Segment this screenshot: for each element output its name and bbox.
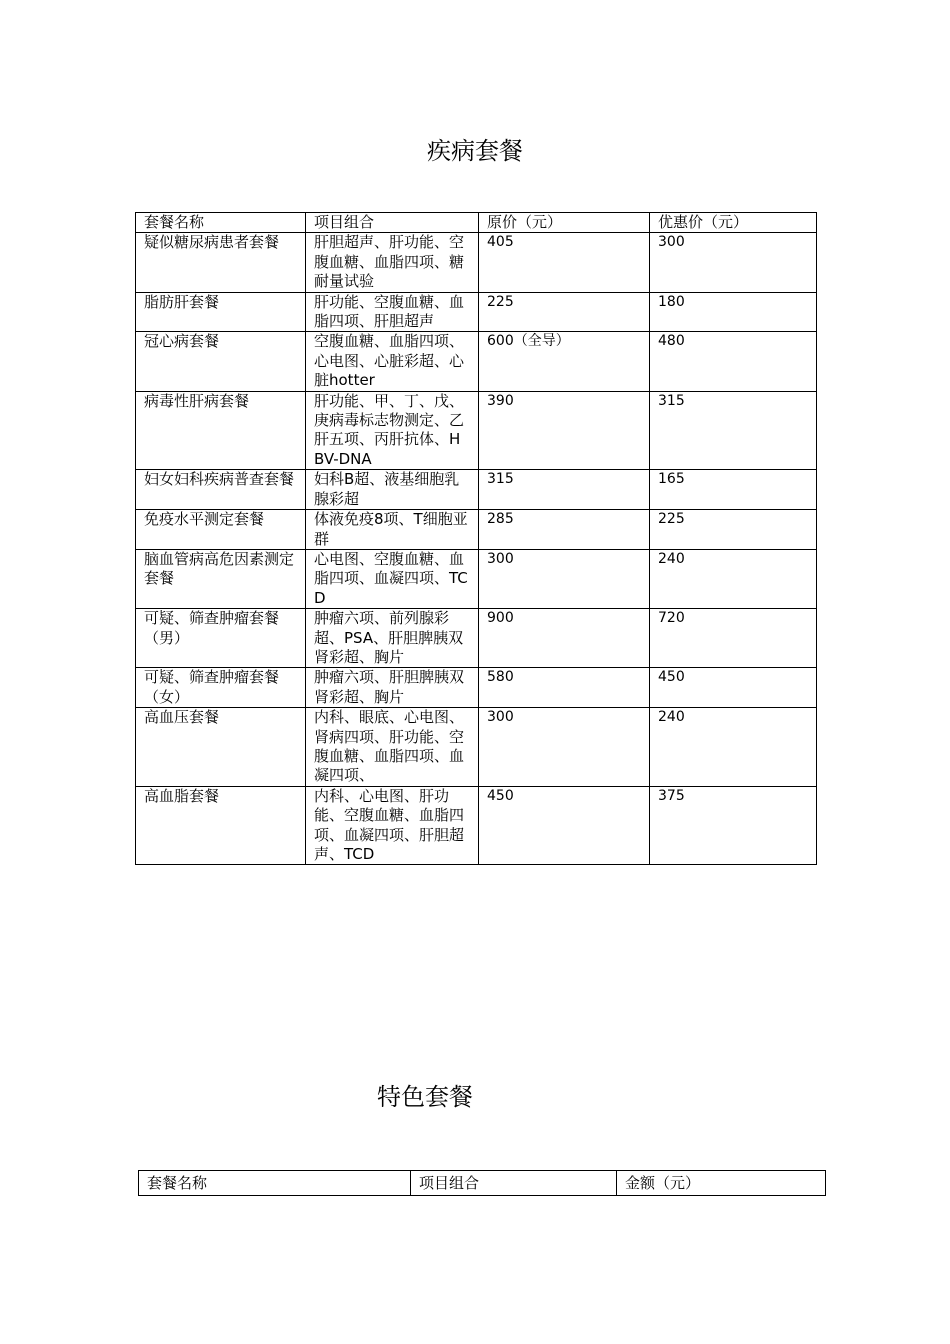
cell-package-name: 疑似糖尿病患者套餐 bbox=[136, 233, 306, 292]
cell-package-name: 妇女妇科疾病普查套餐 bbox=[136, 470, 306, 510]
table-row bbox=[136, 786, 817, 865]
cell-original-price: 225 bbox=[479, 292, 650, 332]
cell-original-price: 300 bbox=[479, 549, 650, 608]
cell-package-name: 脂肪肝套餐 bbox=[136, 292, 306, 332]
header-package-name: 套餐名称 bbox=[139, 1171, 411, 1196]
table-row bbox=[136, 549, 817, 608]
table-row bbox=[136, 292, 817, 332]
cell-package-name: 可疑、筛查肿瘤套餐（男） bbox=[136, 609, 306, 668]
cell-package-name: 免疫水平测定套餐 bbox=[136, 510, 306, 550]
cell-discount-price: 240 bbox=[650, 549, 817, 608]
cell-discount-price: 225 bbox=[650, 510, 817, 550]
cell-package-name: 可疑、筛查肿瘤套餐（女） bbox=[136, 668, 306, 708]
cell-discount-price: 165 bbox=[650, 470, 817, 510]
cell-original-price: 300 bbox=[479, 708, 650, 787]
cell-discount-price: 315 bbox=[650, 391, 817, 470]
cell-original-price: 405 bbox=[479, 233, 650, 292]
cell-package-name: 冠心病套餐 bbox=[136, 332, 306, 391]
cell-original-price: 450 bbox=[479, 786, 650, 865]
table-row bbox=[136, 470, 817, 510]
table-header-row bbox=[139, 1171, 826, 1196]
special-package-table bbox=[138, 1170, 826, 1196]
cell-items: 肿瘤六项、前列腺彩超、PSA、肝胆脾胰双肾彩超、胸片 bbox=[306, 609, 479, 668]
header-items: 项目组合 bbox=[306, 213, 479, 233]
header-amount: 金额（元） bbox=[617, 1171, 826, 1196]
disease-package-table bbox=[135, 212, 817, 865]
cell-items: 肝功能、甲、丁、戊、庚病毒标志物测定、乙肝五项、丙肝抗体、HBV-DNA bbox=[306, 391, 479, 470]
header-discount-price: 优惠价（元） bbox=[650, 213, 817, 233]
cell-items: 心电图、空腹血糖、血脂四项、血凝四项、TCD bbox=[306, 549, 479, 608]
cell-items: 肝胆超声、肝功能、空腹血糖、血脂四项、糖耐量试验 bbox=[306, 233, 479, 292]
cell-discount-price: 450 bbox=[650, 668, 817, 708]
cell-package-name: 高血脂套餐 bbox=[136, 786, 306, 865]
cell-original-price: 390 bbox=[479, 391, 650, 470]
cell-original-price: 285 bbox=[479, 510, 650, 550]
header-items: 项目组合 bbox=[411, 1171, 617, 1196]
table-row bbox=[136, 233, 817, 292]
cell-original-price: 900 bbox=[479, 609, 650, 668]
table-row bbox=[136, 332, 817, 391]
page-title-special-packages: 特色套餐 bbox=[377, 1083, 473, 1111]
cell-discount-price: 720 bbox=[650, 609, 817, 668]
cell-items: 肿瘤六项、肝胆脾胰双肾彩超、胸片 bbox=[306, 668, 479, 708]
cell-items: 体液免疫8项、T细胞亚群 bbox=[306, 510, 479, 550]
cell-items: 内科、眼底、心电图、肾病四项、肝功能、空腹血糖、血脂四项、血凝四项、 bbox=[306, 708, 479, 787]
table-row bbox=[136, 609, 817, 668]
cell-discount-price: 300 bbox=[650, 233, 817, 292]
cell-discount-price: 180 bbox=[650, 292, 817, 332]
cell-items: 妇科B超、液基细胞乳腺彩超 bbox=[306, 470, 479, 510]
table-row bbox=[136, 708, 817, 787]
header-original-price: 原价（元） bbox=[479, 213, 650, 233]
cell-items: 空腹血糖、血脂四项、心电图、心脏彩超、心脏hotter bbox=[306, 332, 479, 391]
cell-discount-price: 375 bbox=[650, 786, 817, 865]
cell-items: 内科、心电图、肝功能、空腹血糖、血脂四项、血凝四项、肝胆超声、TCD bbox=[306, 786, 479, 865]
cell-original-price: 580 bbox=[479, 668, 650, 708]
cell-discount-price: 480 bbox=[650, 332, 817, 391]
page-title-disease-packages: 疾病套餐 bbox=[427, 137, 523, 165]
table-header-row bbox=[136, 213, 817, 233]
cell-items: 肝功能、空腹血糖、血脂四项、肝胆超声 bbox=[306, 292, 479, 332]
cell-package-name: 脑血管病高危因素测定套餐 bbox=[136, 549, 306, 608]
cell-discount-price: 240 bbox=[650, 708, 817, 787]
cell-package-name: 高血压套餐 bbox=[136, 708, 306, 787]
table-row bbox=[136, 391, 817, 470]
table-row bbox=[136, 510, 817, 550]
header-package-name: 套餐名称 bbox=[136, 213, 306, 233]
cell-original-price: 315 bbox=[479, 470, 650, 510]
table-row bbox=[136, 668, 817, 708]
cell-package-name: 病毒性肝病套餐 bbox=[136, 391, 306, 470]
cell-original-price: 600（全导） bbox=[479, 332, 650, 391]
